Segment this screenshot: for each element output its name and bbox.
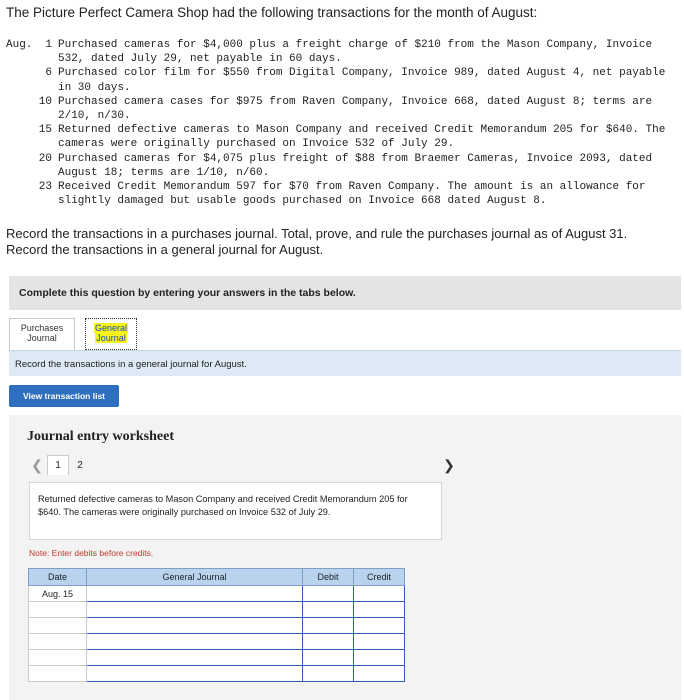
- page-2-tab[interactable]: 2: [77, 459, 83, 471]
- transaction-month: [6, 152, 34, 180]
- transaction-text: Returned defective cameras to Mason Company and received Credit Memorandum 205 for $640. The cameras were originally purchased on Invoice 532 of July 29.: [58, 124, 666, 151]
- credit-input[interactable]: [354, 666, 405, 682]
- account-input[interactable]: [87, 586, 303, 602]
- tab-general-journal[interactable]: General Journal: [85, 318, 137, 350]
- worksheet-pager: [27, 455, 91, 475]
- journal-worksheet-panel: [9, 415, 681, 700]
- transaction-month: [6, 95, 34, 123]
- tab-bar: [9, 318, 137, 350]
- instruction-line: Record the transactions in a purchases journal. Total, prove, and rule the purchases journal as of August 31.: [6, 226, 628, 241]
- debit-input[interactable]: [303, 602, 354, 618]
- account-input[interactable]: [87, 666, 303, 682]
- debit-input[interactable]: [303, 650, 354, 666]
- transaction-text: Purchased color film for $550 from Digital Company, Invoice 989, dated August 4, net payable in 30 days.: [58, 67, 666, 94]
- credit-input[interactable]: [354, 586, 405, 602]
- instruction-line: Record the transactions in a general journal for August.: [6, 241, 324, 257]
- transaction-description-box: [29, 482, 442, 540]
- transaction-text: Purchased cameras for $4,075 plus freight of $88 from Braemer Cameras, Invoice 2093, dated August 18; terms are 1/10, n/60.: [58, 152, 653, 179]
- debit-input[interactable]: [303, 618, 354, 634]
- view-transaction-list-button[interactable]: View transaction list: [9, 385, 119, 407]
- account-input[interactable]: [87, 634, 303, 650]
- problem-intro: The Picture Perfect Camera Shop had the following transactions for the month of August:: [6, 5, 538, 20]
- tab-instruction-bar: [9, 350, 681, 376]
- transaction-text: Received Credit Memorandum 597 for $70 from Raven Company. The amount is an allowance for slightly damaged but usable goods purchased on Invoice 668 dated August 8.: [58, 181, 646, 208]
- table-row: [29, 666, 405, 682]
- account-input[interactable]: [87, 618, 303, 634]
- table-row: [29, 650, 405, 666]
- table-row: [29, 634, 405, 650]
- transaction-day: 20: [38, 152, 52, 165]
- transaction-item: [6, 152, 678, 180]
- journal-table: [28, 568, 405, 682]
- transaction-month: Aug.: [6, 39, 33, 51]
- credit-input[interactable]: [354, 634, 405, 650]
- date-cell: [29, 618, 87, 634]
- journal-header-row: [29, 569, 405, 586]
- complete-label: Complete this question by entering your answers in the tabs below.: [19, 287, 356, 299]
- chevron-left-icon[interactable]: ❮: [31, 456, 43, 473]
- credit-input[interactable]: [354, 618, 405, 634]
- date-cell: [29, 650, 87, 666]
- credit-header: Credit: [354, 569, 405, 586]
- transaction-day: 15: [38, 124, 52, 137]
- debit-input[interactable]: [303, 666, 354, 682]
- transaction-month: [6, 180, 34, 208]
- date-cell: [29, 634, 87, 650]
- transaction-item: [6, 123, 678, 151]
- account-input[interactable]: [87, 650, 303, 666]
- account-input[interactable]: [87, 602, 303, 618]
- transaction-day: 6: [45, 67, 52, 80]
- complete-question-bar: [9, 276, 681, 310]
- transaction-day: 10: [38, 95, 52, 108]
- transaction-item: [6, 66, 678, 94]
- credit-input[interactable]: [354, 650, 405, 666]
- general-journal-header: General Journal: [87, 569, 303, 586]
- chevron-right-icon[interactable]: ❯: [443, 456, 455, 473]
- date-cell: Aug. 15: [29, 586, 87, 602]
- debit-input[interactable]: [303, 634, 354, 650]
- transaction-text: Purchased cameras for $4,000 plus a freight charge of $210 from the Mason Company, Invoice 532, dated July 29, net payable in 60 days.: [58, 39, 653, 66]
- page-1-tab[interactable]: 1: [47, 455, 69, 475]
- transaction-month: [6, 123, 34, 151]
- table-row: [29, 586, 405, 602]
- transaction-text: Purchased camera cases for $975 from Raven Company, Invoice 668, dated August 8; terms are 2/10, n/30.: [58, 95, 653, 123]
- table-row: [29, 602, 405, 618]
- tab-instruction: Record the transactions in a general journal for August.: [15, 359, 247, 370]
- transaction-day: 23: [38, 181, 52, 194]
- transaction-month: [6, 66, 34, 94]
- date-cell: [29, 666, 87, 682]
- debit-header: Debit: [303, 569, 354, 586]
- debits-note: Note: Enter debits before credits.: [29, 548, 154, 558]
- worksheet-title: Journal entry worksheet: [27, 429, 174, 444]
- transaction-item: [6, 38, 678, 66]
- transaction-description: Returned defective cameras to Mason Company and received Credit Memorandum 205 for $640. The cameras were originally purchased on Invoice 532 of July 29.: [38, 494, 408, 517]
- transaction-item: [6, 95, 678, 123]
- date-cell: [29, 602, 87, 618]
- transaction-item: [6, 180, 678, 208]
- transaction-list: [6, 38, 678, 208]
- table-row: [29, 618, 405, 634]
- transaction-day: 1: [45, 39, 52, 51]
- credit-input[interactable]: [354, 602, 405, 618]
- date-header: Date: [29, 569, 87, 586]
- instructions: [6, 226, 627, 257]
- debit-input[interactable]: [303, 586, 354, 602]
- tab-purchases-journal[interactable]: Purchases Journal: [9, 318, 75, 350]
